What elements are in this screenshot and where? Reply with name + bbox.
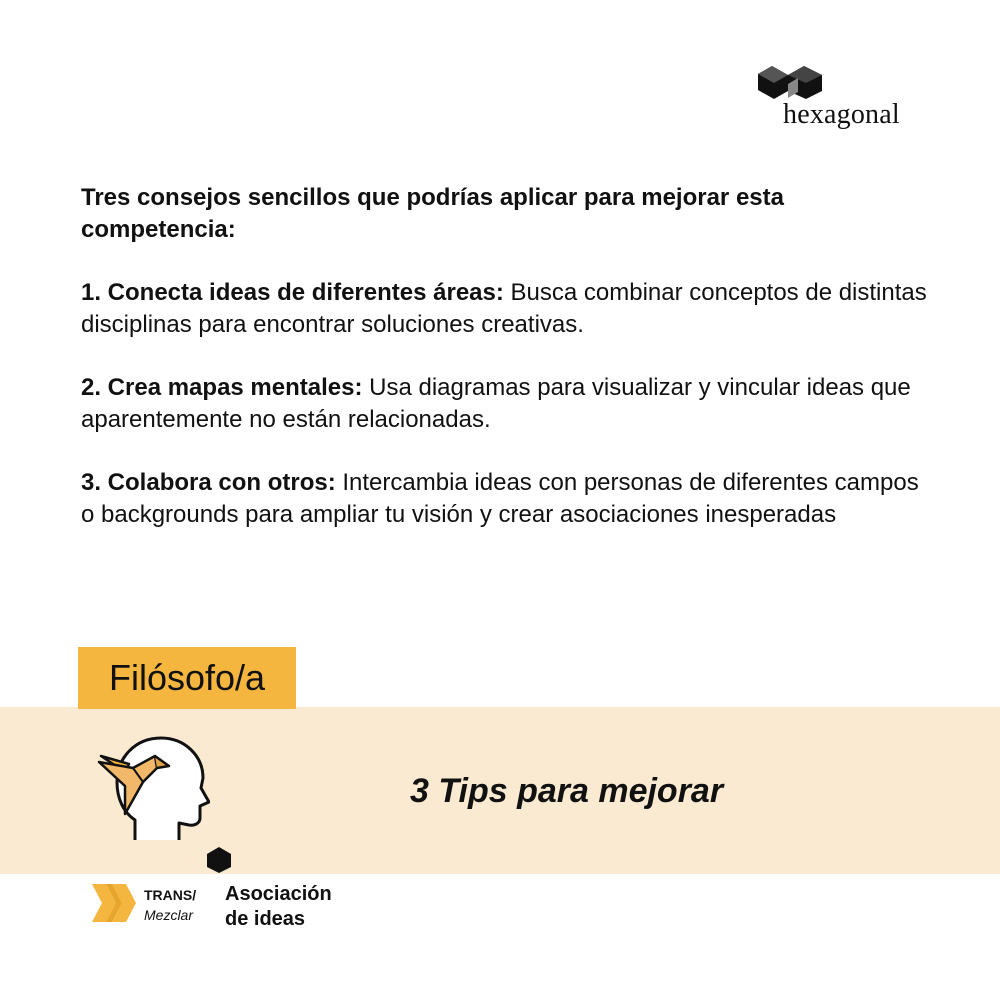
competency-name — [225, 882, 332, 932]
tip-title: 2. Crea mapas mentales: — [81, 374, 363, 401]
trans-subtitle: Mezclar — [144, 907, 194, 923]
tip-text: Usa diagramas para visualizar y vincular ideas que aparentemente no están relacionadas. — [81, 374, 911, 433]
trans-label — [144, 885, 196, 925]
trans-x-icon — [92, 884, 136, 922]
tips-content — [81, 182, 931, 531]
tip-title: 1. Conecta ideas de diferentes áreas: — [81, 279, 504, 306]
tip-item — [81, 372, 931, 436]
tip-title: 3. Colabora con otros: — [81, 469, 336, 496]
tip-item — [81, 277, 931, 341]
category-tag: Filósofo/a — [78, 647, 296, 709]
tip-text: Intercambia ideas con personas de diferentes campos o backgrounds para ampliar tu visión y crear asociaciones inesperadas — [81, 469, 919, 528]
tip-item — [81, 467, 931, 531]
brand-name: hexagonal — [783, 99, 900, 130]
hexagonal-logo-icon — [758, 64, 824, 100]
brand-logo — [756, 62, 926, 142]
competency-line-2: de ideas — [225, 908, 306, 930]
tip-text: Busca combinar conceptos de distintas disciplinas para encontrar soluciones creativas. — [81, 279, 927, 338]
tips-heading: 3 Tips para mejorar — [410, 772, 724, 810]
head-with-bird-icon — [95, 728, 210, 843]
hexagon-dot-icon — [205, 846, 233, 874]
trans-title: TRANS/ — [144, 887, 197, 903]
intro-text: Tres consejos sencillos que podrías aplicar para mejorar esta competencia: — [81, 184, 784, 243]
competency-line-1: Asociación — [225, 883, 332, 905]
